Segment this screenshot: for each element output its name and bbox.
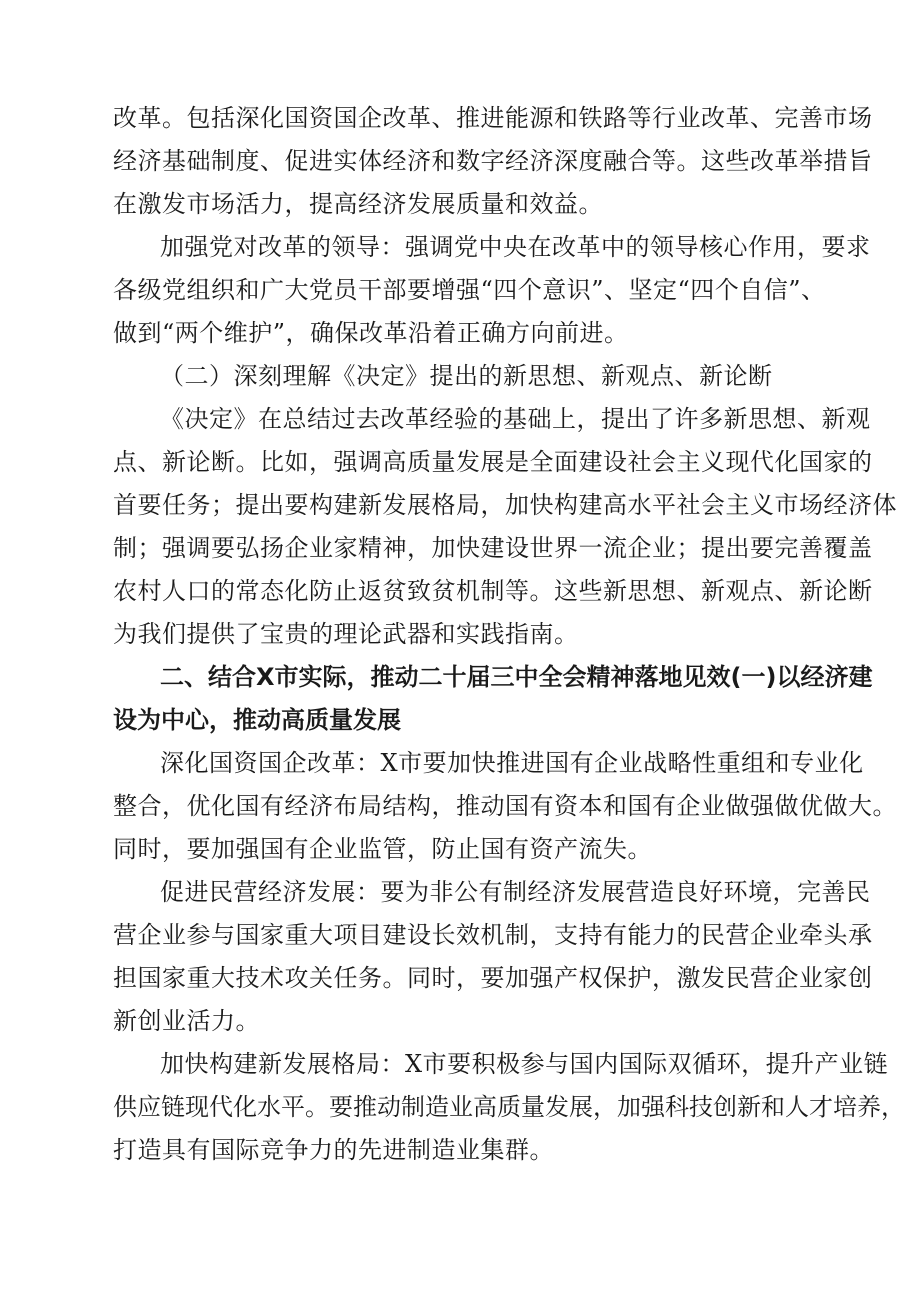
- paragraph-line: 加强党对改革的领导：强调党中央在改革中的领导核心作用，要求: [160, 233, 871, 261]
- paragraph-line: 在激发市场活力，提高经济发展质量和效益。: [113, 190, 603, 218]
- section-subheading: （二）深刻理解《决定》提出的新思想、新观点、新论断: [160, 362, 773, 390]
- paragraph-line: 首要任务；提出要构建新发展格局，加快构建高水平社会主义市场经济体: [113, 491, 897, 519]
- paragraph-line: 加快构建新发展格局：X市要积极参与国内国际双循环，提升产业链: [160, 1050, 889, 1078]
- section-heading: 二、结合X市实际，推动二十届三中全会精神落地见效(一)以经济建: [160, 663, 873, 691]
- paragraph-line: 深化国资国企改革：X市要加快推进国有企业战略性重组和专业化: [160, 749, 864, 777]
- paragraph-line: 营企业参与国家重大项目建设长效机制，支持有能力的民营企业牵头承: [113, 921, 873, 949]
- paragraph-line: 农村人口的常态化防止返贫致贫机制等。这些新思想、新观点、新论断: [113, 577, 873, 605]
- paragraph-line: 整合，优化国有经济布局结构，推动国有资本和国有企业做强做优做大。: [113, 792, 897, 820]
- paragraph-line: 经济基础制度、促进实体经济和数字经济深度融合等。这些改革举措旨: [113, 147, 873, 175]
- paragraph-line: 各级党组织和广大党员干部要增强“四个意识”、坚定“四个自信”、: [113, 276, 826, 304]
- paragraph-line: 点、新论断。比如，强调高质量发展是全面建设社会主义现代化国家的: [113, 448, 873, 476]
- paragraph-line: 打造具有国际竞争力的先进制造业集群。: [113, 1136, 554, 1164]
- paragraph-line: 为我们提供了宝贵的理论武器和实践指南。: [113, 620, 579, 648]
- paragraph-line: 做到“两个维护”，确保改革沿着正确方向前进。: [113, 319, 629, 347]
- paragraph-line: 新创业活力。: [113, 1007, 260, 1035]
- paragraph-line: 供应链现代化水平。要推动制造业高质量发展，加强科技创新和人才培养，: [113, 1093, 905, 1121]
- paragraph-line: 改革。包括深化国资国企改革、推进能源和铁路等行业改革、完善市场: [113, 104, 873, 132]
- paragraph-line: 促进民营经济发展：要为非公有制经济发展营造良好环境，完善民: [160, 878, 871, 906]
- paragraph-line: 同时，要加强国有企业监管，防止国有资产流失。: [113, 835, 652, 863]
- paragraph-line: 《决定》在总结过去改革经验的基础上，提出了许多新思想、新观: [160, 405, 871, 433]
- paragraph-line: 制；强调要弘扬企业家精神，加快建设世界一流企业；提出要完善覆盖: [113, 534, 873, 562]
- section-heading: 设为中心，推动高质量发展: [113, 706, 401, 734]
- paragraph-line: 担国家重大技术攻关任务。同时，要加强产权保护，激发民营企业家创: [113, 964, 873, 992]
